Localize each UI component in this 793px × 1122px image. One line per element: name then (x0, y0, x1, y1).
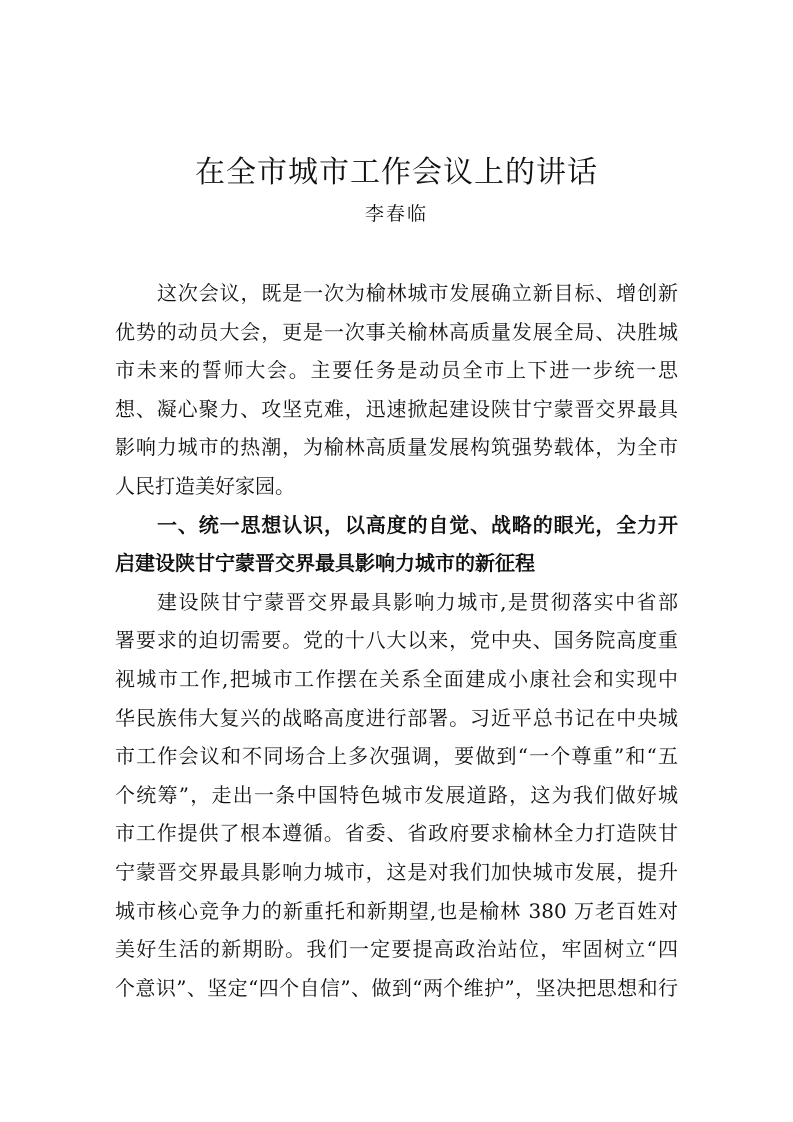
text-line: 个统筹”，走出一条中国特色城市发展道路，这为我们做好城 (115, 782, 678, 807)
document-title: 在全市城市工作会议上的讲话 (195, 155, 598, 190)
text-line: 建设陕甘宁蒙晋交界最具影响力城市,是贯彻落实中省部 (157, 589, 678, 614)
text-line: 宁蒙晋交界最具影响力城市，这是对我们加快城市发展，提升 (115, 859, 678, 884)
text-line: 人民打造美好家园。 (115, 473, 295, 498)
text-line: 美好生活的新期盼。我们一定要提高政治站位，牢固树立“四 (115, 937, 678, 962)
heading-line: 一、统一思想认识，以高度的自觉、战略的眼光，全力开 (157, 512, 678, 537)
paragraph-intro (115, 274, 678, 506)
text-line: 想、凝心聚力、攻坚克难，迅速掀起建设陕甘宁蒙晋交界最具 (115, 396, 678, 421)
text-line: 视城市工作,把城市工作摆在关系全面建成小康社会和实现中 (115, 666, 678, 691)
text-line: 市工作提供了根本遵循。省委、省政府要求榆林全力打造陕甘 (115, 821, 678, 846)
text-line: 优势的动员大会，更是一次事关榆林高质量发展全局、决胜城 (115, 319, 678, 344)
text-line: 个意识”、坚定“四个自信”、做到“两个维护”，坚决把思想和行 (115, 975, 678, 1000)
document-author: 李春临 (364, 203, 428, 225)
text-line: 影响力城市的热潮，为榆林高质量发展构筑强势载体，为全市 (115, 435, 678, 460)
text-line: 市工作会议和不同场合上多次强调，要做到“一个尊重”和“五 (115, 744, 678, 769)
text-line: 华民族伟大复兴的战略高度进行部署。习近平总书记在中央城 (115, 705, 678, 730)
text-line: 城市核心竞争力的新重托和新期望,也是榆林 380 万老百姓对 (115, 898, 678, 923)
document-body (115, 274, 678, 1007)
text-line: 署要求的迫切需要。党的十八大以来，党中央、国务院高度重 (115, 628, 678, 653)
paragraph-section-1 (115, 583, 678, 1008)
text-line: 市未来的誓师大会。主要任务是动员全市上下进一步统一思 (115, 358, 678, 383)
section-heading-1 (115, 506, 678, 583)
heading-line: 启建设陕甘宁蒙晋交界最具影响力城市的新征程 (115, 551, 535, 576)
text-line: 这次会议，既是一次为榆林城市发展确立新目标、增创新 (157, 281, 678, 305)
